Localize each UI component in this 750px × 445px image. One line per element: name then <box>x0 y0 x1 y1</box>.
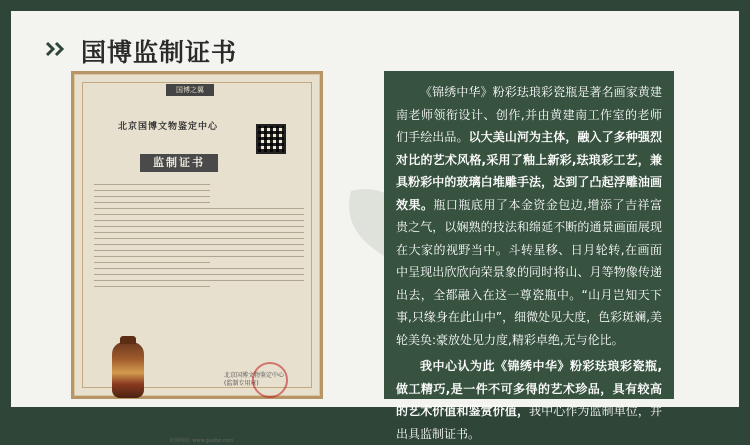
red-seal-icon <box>252 362 288 398</box>
page-title: 国博监制证书 <box>81 38 238 67</box>
description-paragraph-2: 我中心认为此《锦绣中华》粉彩珐琅彩瓷瓶,做工精巧,是一件不可多得的艺术珍品，具有较高的艺术价值和鉴赏价值，我中心作为监制单位，并出具监制证书。 <box>396 359 662 441</box>
certificate-stamp-text: 北京国博文物鉴定中心 (监制专用章) <box>224 372 285 387</box>
certificate-footer: 查询网址: www.guobo.com <box>169 438 234 444</box>
certificate-heading: 监制证书 <box>140 154 218 172</box>
certificate-badge: 国博之翼 <box>166 84 214 96</box>
certificate-image <box>71 71 323 444</box>
description-paragraph-1: 《锦绣中华》粉彩珐琅彩瓷瓶是著名画家黄建南老师领衔设计、创作,并由黄建南工作室的老师们手绘出品。以大美山河为主体，融入了多种强烈对比的艺术风格,采用了釉上新彩,珐琅彩工艺，兼具粉彩中的玻璃白堆雕手法，达到了凸起浮雕油画效果。瓶口瓶底用了本金资金包边,增添了吉祥富贵之气，以娴熟的技法和绵延不断的通景画面展现在大家的视野当中。斗转星移、日月轮转,在画面中呈现出欣欣向荣景象的同时将山、月等物像传递出去，全都融入在这一尊瓷瓶中。“山月岂知天下事,只缘身在此山中”，细微处见大度，色彩斑斓,美轮美奂:豪放处见力度,精彩卓绝,无与伦比。 <box>396 85 662 347</box>
certificate-text-lines <box>94 184 304 292</box>
slide <box>11 11 739 444</box>
certificate-org: 北京国博文物鉴定中心 <box>118 122 219 132</box>
qr-code-icon <box>256 124 286 154</box>
vase-photo <box>112 342 144 398</box>
description-panel <box>384 71 674 441</box>
double-chevron-icon <box>45 41 67 57</box>
